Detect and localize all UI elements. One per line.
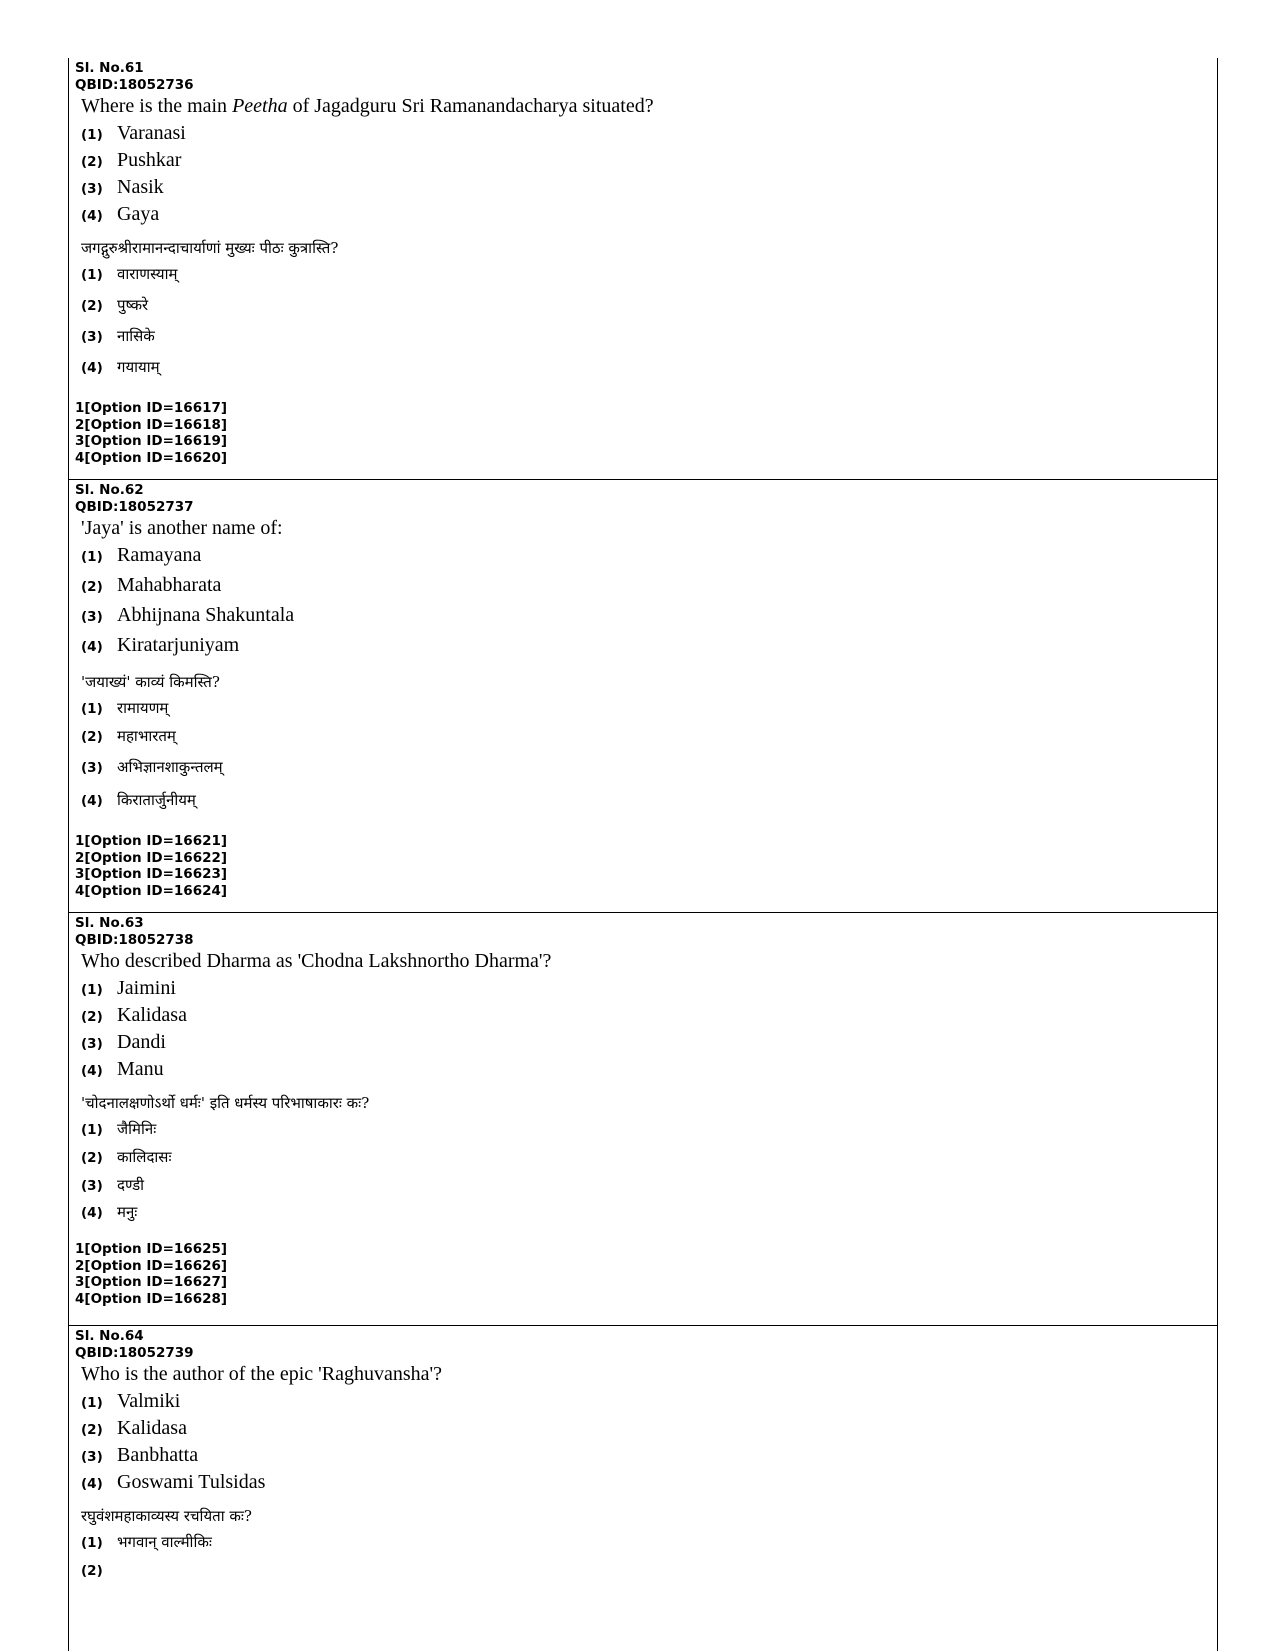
options-en	[75, 1390, 1217, 1498]
option-en-3: (3) Abhijnana Shakuntala	[81, 604, 295, 626]
options-en	[75, 977, 1217, 1085]
option-hi-2: (2) महाभारतम्	[81, 727, 176, 745]
option-en-4: (4) Manu	[81, 1058, 164, 1080]
serial-number: Sl. No.63	[75, 915, 144, 931]
options-hi	[75, 698, 1217, 821]
option-en-3: (3) Nasik	[81, 176, 164, 198]
question-text-hi: रघुवंशमहाकाव्यस्य रचयिता कः?	[81, 1507, 252, 1525]
option-en-4: (4) Goswami Tulsidas	[81, 1471, 266, 1493]
option-en-3: (3) Banbhatta	[81, 1444, 199, 1466]
option-id: 3[Option ID=16619]	[75, 433, 228, 449]
option-id: 1[Option ID=16617]	[75, 400, 228, 416]
question-text-hi: जगद्गुरुश्रीरामानन्दाचार्याणां मुख्यः पीठः कुत्रास्ति?	[81, 239, 339, 257]
option-id: 4[Option ID=16624]	[75, 882, 228, 899]
question-61	[69, 58, 1217, 480]
option-hi-2: (2) पुष्करे	[81, 296, 149, 314]
question-64	[69, 1326, 1217, 1597]
option-hi-4: (4) मनुः	[81, 1203, 138, 1221]
qbid: QBID:18052739	[75, 1344, 194, 1361]
option-en-3: (3) Dandi	[81, 1031, 166, 1053]
option-hi-3: (3) अभिज्ञानशाकुन्तलम्	[81, 758, 223, 776]
option-hi-1: (1) भगवान् वाल्मीकिः	[81, 1533, 212, 1551]
option-hi-2: (2) कालिदासः	[81, 1148, 172, 1166]
option-hi-3: (3) नासिके	[81, 327, 155, 345]
option-id: 2[Option ID=16618]	[75, 416, 228, 433]
option-hi-2: (2)	[81, 1563, 103, 1579]
options-en	[75, 544, 1217, 664]
option-en-1: (1) Jaimini	[81, 977, 176, 999]
serial-number: Sl. No.62	[75, 482, 144, 498]
option-hi-1: (1) जैमिनिः	[81, 1120, 157, 1138]
question-text-en: Where is the main Peetha of Jagadguru Sri Ramanandacharya situated?	[81, 95, 654, 117]
question-63	[69, 913, 1217, 1326]
option-id: 1[Option ID=16621]	[75, 833, 228, 849]
question-text-en: Who described Dharma as 'Chodna Lakshnortho Dharma'?	[81, 950, 552, 972]
option-hi-1: (1) वाराणस्याम्	[81, 265, 178, 283]
option-id: 4[Option ID=16628]	[75, 1290, 228, 1307]
option-en-4: (4) Gaya	[81, 203, 160, 225]
option-en-2: (2) Mahabharata	[81, 574, 222, 596]
option-id: 4[Option ID=16620]	[75, 449, 228, 466]
option-id: 2[Option ID=16626]	[75, 1257, 228, 1274]
option-ids	[75, 1241, 1217, 1307]
option-id: 2[Option ID=16622]	[75, 849, 228, 866]
option-en-2: (2) Pushkar	[81, 149, 182, 171]
option-en-1: (1) Varanasi	[81, 122, 186, 144]
question-62	[69, 480, 1217, 913]
option-id: 3[Option ID=16623]	[75, 866, 228, 882]
serial-number: Sl. No.64	[75, 1328, 144, 1344]
option-id: 1[Option ID=16625]	[75, 1241, 228, 1257]
option-en-2: (2) Kalidasa	[81, 1004, 187, 1026]
question-text-en: Who is the author of the epic 'Raghuvansha'?	[81, 1363, 442, 1385]
qbid: QBID:18052738	[75, 931, 194, 948]
option-id: 3[Option ID=16627]	[75, 1274, 228, 1290]
option-ids	[75, 400, 1217, 466]
option-hi-3: (3) दण्डी	[81, 1176, 145, 1194]
options-hi	[75, 1532, 1217, 1594]
option-en-2: (2) Kalidasa	[81, 1417, 187, 1439]
question-text-hi: 'जयाख्यं' काव्यं किमस्ति?	[81, 673, 220, 691]
qbid: QBID:18052737	[75, 498, 194, 515]
qbid: QBID:18052736	[75, 76, 194, 93]
option-en-4: (4) Kiratarjuniyam	[81, 634, 240, 656]
options-hi	[75, 1119, 1217, 1229]
option-hi-4: (4) किरातार्जुनीयम्	[81, 791, 196, 809]
options-hi	[75, 264, 1217, 388]
question-paper	[68, 58, 1218, 1651]
option-hi-4: (4) गयायाम्	[81, 358, 160, 376]
question-text-hi: 'चोदनालक्षणोऽर्थो धर्मः' इति धर्मस्य परिभाषाकारः कः?	[81, 1094, 370, 1112]
options-en	[75, 122, 1217, 230]
serial-number: Sl. No.61	[75, 60, 144, 76]
option-hi-1: (1) रामायणम्	[81, 699, 169, 717]
option-ids	[75, 833, 1217, 899]
question-text-en: 'Jaya' is another name of:	[81, 517, 283, 539]
option-en-1: (1) Valmiki	[81, 1390, 181, 1412]
option-en-1: (1) Ramayana	[81, 544, 202, 566]
